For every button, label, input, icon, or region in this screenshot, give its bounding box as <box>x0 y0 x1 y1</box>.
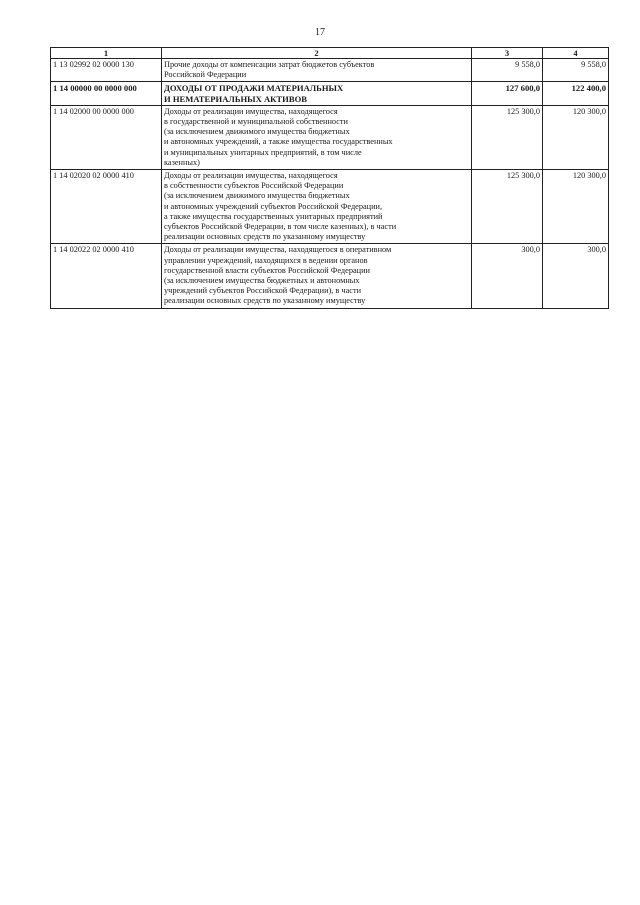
value-column-4: 300,0 <box>543 244 609 308</box>
revenue-name: Доходы от реализации имущества, находящегося в оперативном управлении учреждений, находящихся в ведении органов государственной власти субъектов Российской Федерации (за исключением имущества бюджетных и автономных учреждений субъектов Российской Федерации), в части реализации основных средств по указанному имуществу <box>162 244 472 308</box>
column-header-value-4: 4 <box>543 48 609 59</box>
value-column-3: 300,0 <box>472 244 543 308</box>
value-column-4: 9 558,0 <box>543 59 609 82</box>
value-column-4: 122 400,0 <box>543 82 609 105</box>
column-header-name: 2 <box>162 48 472 59</box>
table-header-row <box>51 48 609 59</box>
value-column-3: 125 300,0 <box>472 105 543 169</box>
value-column-3: 127 600,0 <box>472 82 543 105</box>
table-row <box>51 170 609 244</box>
revenue-code: 1 14 00000 00 0000 000 <box>51 82 162 105</box>
value-column-3: 9 558,0 <box>472 59 543 82</box>
revenue-name: ДОХОДЫ ОТ ПРОДАЖИ МАТЕРИАЛЬНЫХ И НЕМАТЕРИАЛЬНЫХ АКТИВОВ <box>162 82 472 105</box>
revenue-code: 1 14 02000 00 0000 000 <box>51 105 162 169</box>
value-column-4: 120 300,0 <box>543 105 609 169</box>
value-column-4: 120 300,0 <box>543 170 609 244</box>
revenue-name: Доходы от реализации имущества, находящегося в собственности субъектов Российской Федерации (за исключением движимого имущества бюджетных и автономных учреждений субъектов Российской Федерации, а также имущества государственных унитарных предприятий субъектов Российской Федерации, в том числе казенных), в части реализации основных средств по указанному имуществу <box>162 170 472 244</box>
table-row-section-total <box>51 82 609 105</box>
table-row <box>51 244 609 308</box>
revenue-code: 1 14 02020 02 0000 410 <box>51 170 162 244</box>
column-header-value-3: 3 <box>472 48 543 59</box>
column-header-code: 1 <box>51 48 162 59</box>
revenue-name: Доходы от реализации имущества, находящегося в государственной и муниципальной собственности (за исключением движимого имущества бюджетных и автономных учреждений, а также имущества государственных и муниципальных унитарных предприятий, в том числе казенных) <box>162 105 472 169</box>
revenue-code: 1 13 02992 02 0000 130 <box>51 59 162 82</box>
page-number: 17 <box>315 27 325 38</box>
revenue-code: 1 14 02022 02 0000 410 <box>51 244 162 308</box>
table-row <box>51 105 609 169</box>
value-column-3: 125 300,0 <box>472 170 543 244</box>
table-row <box>51 59 609 82</box>
revenue-name: Прочие доходы от компенсации затрат бюджетов субъектов Российской Федерации <box>162 59 472 82</box>
budget-revenue-table <box>50 47 609 309</box>
